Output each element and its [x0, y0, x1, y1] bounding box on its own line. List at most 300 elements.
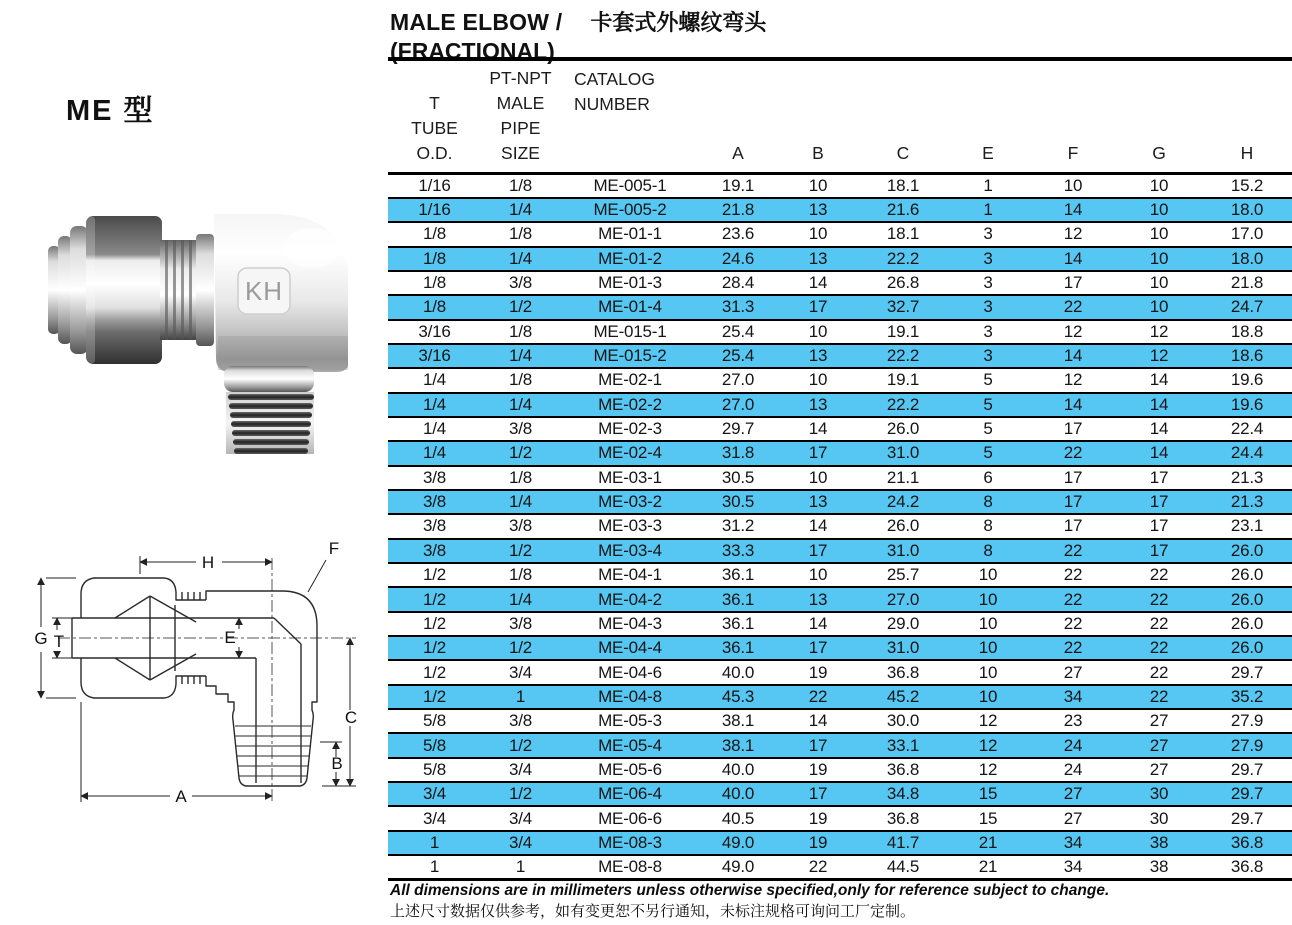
table-cell: 30.5 — [700, 490, 776, 514]
table-cell: 22.2 — [860, 344, 946, 368]
table-cell: 3/4 — [481, 831, 560, 855]
table-cell: 24 — [1030, 758, 1116, 782]
table-cell: 40.0 — [700, 660, 776, 684]
col-header-e — [946, 59, 1030, 174]
table-cell: 24 — [1030, 733, 1116, 757]
table-cell: 17 — [1116, 514, 1202, 538]
table-cell: 17 — [1116, 539, 1202, 563]
table-cell: 10 — [1030, 174, 1116, 198]
table-cell: 1/4 — [388, 393, 481, 417]
table-cell: 1/2 — [481, 295, 560, 319]
table-cell: 36.8 — [860, 660, 946, 684]
table-cell: 15 — [946, 806, 1030, 830]
table-cell: 1/4 — [388, 417, 481, 441]
table-cell: 1/8 — [388, 271, 481, 295]
table-row — [388, 368, 1292, 392]
table-cell: 36.1 — [700, 563, 776, 587]
table-cell: 12 — [1030, 222, 1116, 246]
table-cell: 1/4 — [481, 587, 560, 611]
table-cell: 18.1 — [860, 222, 946, 246]
table-cell: 10 — [1116, 247, 1202, 271]
table-row — [388, 320, 1292, 344]
table-cell: 3/8 — [388, 539, 481, 563]
center-lines — [58, 558, 356, 802]
table-cell: 40.0 — [700, 782, 776, 806]
table-cell: 5/8 — [388, 758, 481, 782]
model-label: ME 型 — [66, 95, 155, 127]
table-cell: 38 — [1116, 855, 1202, 879]
table-cell: 21 — [946, 831, 1030, 855]
table-cell: 10 — [1116, 271, 1202, 295]
table-cell: 29.0 — [860, 612, 946, 636]
table-cell: 30 — [1116, 806, 1202, 830]
col-header-h — [1202, 59, 1292, 174]
table-cell: 38 — [1116, 831, 1202, 855]
table-cell: ME-08-3 — [560, 831, 700, 855]
table-cell: 3 — [946, 295, 1030, 319]
header-line: A — [732, 143, 744, 163]
table-cell: 17.0 — [1202, 222, 1292, 246]
table-cell: 17 — [1030, 490, 1116, 514]
part-outline — [72, 578, 317, 786]
table-cell: 3/8 — [388, 490, 481, 514]
table-cell: 19 — [776, 806, 860, 830]
table-row — [388, 855, 1292, 879]
table-cell: ME-02-2 — [560, 393, 700, 417]
table-cell: 29.7 — [1202, 758, 1292, 782]
table-cell: 12 — [1116, 344, 1202, 368]
table-cell: 19 — [776, 831, 860, 855]
col-header-pipe-size — [481, 59, 560, 174]
table-cell: 33.1 — [860, 733, 946, 757]
header-line: C — [896, 143, 910, 163]
table-cell: 24.7 — [1202, 295, 1292, 319]
table-cell: 1/16 — [388, 198, 481, 222]
table-cell: 1/8 — [388, 247, 481, 271]
table-cell: 3/16 — [388, 344, 481, 368]
table-cell: 36.8 — [860, 806, 946, 830]
table-cell: 49.0 — [700, 831, 776, 855]
table-cell: 22 — [776, 855, 860, 879]
page-title-sub: (FRACTIONAL) — [390, 38, 555, 64]
table-cell: 21.6 — [860, 198, 946, 222]
table-row — [388, 271, 1292, 295]
table-cell: 22 — [1116, 563, 1202, 587]
table-cell: 45.2 — [860, 685, 946, 709]
table-cell: 31.0 — [860, 636, 946, 660]
col-header-g — [1116, 59, 1202, 174]
table-cell: 1/2 — [388, 636, 481, 660]
table-cell: 23.6 — [700, 222, 776, 246]
table-cell: 25.4 — [700, 320, 776, 344]
table-cell: 3/16 — [388, 320, 481, 344]
table-cell: 13 — [776, 344, 860, 368]
dim-label-f: F — [328, 539, 340, 558]
col-header-catalog-number — [560, 59, 700, 174]
table-cell: 10 — [946, 685, 1030, 709]
table-cell: 22 — [1030, 539, 1116, 563]
table-cell: 30 — [1116, 782, 1202, 806]
table-cell: 30.0 — [860, 709, 946, 733]
table-row — [388, 831, 1292, 855]
table-row — [388, 198, 1292, 222]
table-cell: 18.0 — [1202, 198, 1292, 222]
table-row — [388, 758, 1292, 782]
table-cell: 38.1 — [700, 733, 776, 757]
table-cell: 26.8 — [860, 271, 946, 295]
table-cell: 1/8 — [481, 320, 560, 344]
table-row — [388, 514, 1292, 538]
table-cell: 25.4 — [700, 344, 776, 368]
table-cell: 8 — [946, 539, 1030, 563]
table-cell: 15 — [946, 782, 1030, 806]
table-cell: 3 — [946, 320, 1030, 344]
table-cell: 34 — [1030, 855, 1116, 879]
table-cell: ME-06-6 — [560, 806, 700, 830]
table-cell: 3 — [946, 271, 1030, 295]
table-cell: 29.7 — [700, 417, 776, 441]
table-cell: ME-04-2 — [560, 587, 700, 611]
table-cell: 1/2 — [388, 660, 481, 684]
table-row — [388, 806, 1292, 830]
table-cell: ME-05-6 — [560, 758, 700, 782]
table-cell: 1/2 — [388, 685, 481, 709]
table-cell: 36.1 — [700, 612, 776, 636]
header-line: TUBE — [411, 118, 458, 138]
table-row — [388, 660, 1292, 684]
table-cell: 13 — [776, 247, 860, 271]
table-cell: 1/8 — [388, 222, 481, 246]
table-cell: 14 — [1116, 441, 1202, 465]
table-cell: 10 — [946, 587, 1030, 611]
table-cell: 21.3 — [1202, 490, 1292, 514]
table-cell: 3/8 — [481, 514, 560, 538]
table-cell: 1/2 — [481, 782, 560, 806]
table-cell: 26.0 — [1202, 636, 1292, 660]
table-cell: 1/8 — [481, 563, 560, 587]
table-row — [388, 636, 1292, 660]
table-cell: 17 — [776, 441, 860, 465]
table-cell: ME-06-4 — [560, 782, 700, 806]
table-cell: 27 — [1030, 806, 1116, 830]
table-cell: 34.8 — [860, 782, 946, 806]
table-cell: 21.1 — [860, 466, 946, 490]
table-cell: 5 — [946, 393, 1030, 417]
table-cell: 17 — [1030, 271, 1116, 295]
table-cell: 1/4 — [388, 441, 481, 465]
table-cell: 1/4 — [481, 393, 560, 417]
table-cell: 34 — [1030, 831, 1116, 855]
table-cell: ME-015-1 — [560, 320, 700, 344]
table-cell: 22 — [1116, 612, 1202, 636]
header-line: CATALOG — [574, 69, 656, 89]
table-cell: 1 — [481, 855, 560, 879]
table-cell: 1/2 — [481, 636, 560, 660]
table-cell: 10 — [776, 222, 860, 246]
table-cell: 3 — [946, 247, 1030, 271]
table-cell: 14 — [1116, 417, 1202, 441]
table-row — [388, 782, 1292, 806]
table-cell: 3/8 — [481, 271, 560, 295]
table-cell: 14 — [1116, 393, 1202, 417]
spec-table-header — [388, 59, 1292, 174]
table-cell: 34 — [1030, 685, 1116, 709]
table-cell: 3/4 — [388, 782, 481, 806]
table-cell: 10 — [776, 320, 860, 344]
table-cell: 31.8 — [700, 441, 776, 465]
table-cell: 13 — [776, 198, 860, 222]
brand-mark: KH — [244, 276, 284, 306]
table-cell: 36.1 — [700, 587, 776, 611]
table-cell: ME-01-1 — [560, 222, 700, 246]
table-row — [388, 612, 1292, 636]
table-cell: 8 — [946, 490, 1030, 514]
dim-label-a: A — [175, 787, 187, 806]
table-cell: 10 — [776, 563, 860, 587]
table-cell: 27.9 — [1202, 709, 1292, 733]
table-cell: 23 — [1030, 709, 1116, 733]
table-cell: 22 — [1030, 295, 1116, 319]
table-cell: 1/8 — [481, 466, 560, 490]
spec-table — [388, 57, 1292, 881]
table-row — [388, 539, 1292, 563]
table-cell: 22 — [1030, 587, 1116, 611]
table-cell: 28.4 — [700, 271, 776, 295]
product-photo — [18, 210, 348, 460]
header-line: O.D. — [416, 143, 453, 163]
table-cell: 10 — [1116, 174, 1202, 198]
table-cell: 30.5 — [700, 466, 776, 490]
dim-label-h: H — [201, 553, 215, 572]
spec-table-body — [388, 174, 1292, 880]
table-cell: 22 — [776, 685, 860, 709]
table-cell: 13 — [776, 587, 860, 611]
table-cell: 14 — [776, 709, 860, 733]
ferrule-rings — [160, 234, 214, 346]
table-cell: 13 — [776, 490, 860, 514]
table-cell: 10 — [946, 563, 1030, 587]
table-cell: 22.4 — [1202, 417, 1292, 441]
table-cell: 19.1 — [700, 174, 776, 198]
footer-notes — [390, 880, 1290, 923]
table-cell: 5 — [946, 368, 1030, 392]
table-cell: 36.1 — [700, 636, 776, 660]
table-cell: ME-01-2 — [560, 247, 700, 271]
table-cell: 10 — [946, 612, 1030, 636]
table-cell: 1/2 — [388, 563, 481, 587]
table-cell: 22 — [1030, 563, 1116, 587]
table-cell: 19.6 — [1202, 393, 1292, 417]
table-cell: 22 — [1030, 441, 1116, 465]
table-row — [388, 587, 1292, 611]
table-cell: 1 — [388, 831, 481, 855]
table-cell: 45.3 — [700, 685, 776, 709]
table-cell: 31.3 — [700, 295, 776, 319]
table-cell: 1/4 — [481, 490, 560, 514]
table-cell: 1/8 — [481, 222, 560, 246]
table-cell: 21.8 — [700, 198, 776, 222]
table-cell: 10 — [1116, 295, 1202, 319]
table-cell: 19.1 — [860, 368, 946, 392]
table-cell: 36.8 — [1202, 831, 1292, 855]
table-row — [388, 222, 1292, 246]
col-header-tube-od — [388, 59, 481, 174]
table-cell: 24.4 — [1202, 441, 1292, 465]
table-cell: 10 — [776, 368, 860, 392]
table-cell: 18.1 — [860, 174, 946, 198]
table-cell: 5 — [946, 441, 1030, 465]
male-thread — [224, 366, 314, 454]
hex-nut — [86, 216, 162, 364]
table-cell: ME-03-4 — [560, 539, 700, 563]
table-cell: 23.1 — [1202, 514, 1292, 538]
table-cell: 1/8 — [481, 174, 560, 198]
table-row — [388, 174, 1292, 198]
table-cell: 40.0 — [700, 758, 776, 782]
table-cell: 29.7 — [1202, 660, 1292, 684]
table-row — [388, 490, 1292, 514]
header-line: NUMBER — [574, 94, 650, 114]
table-cell: ME-01-3 — [560, 271, 700, 295]
table-cell: 1/2 — [481, 441, 560, 465]
header-line: MALE — [496, 93, 545, 113]
table-cell: 1 — [946, 198, 1030, 222]
table-cell: ME-04-6 — [560, 660, 700, 684]
table-cell: 26.0 — [1202, 612, 1292, 636]
table-cell: 14 — [1030, 344, 1116, 368]
page-title-zh: 卡套式外螺纹弯头 — [590, 10, 767, 35]
table-cell: ME-005-2 — [560, 198, 700, 222]
table-cell: 10 — [776, 466, 860, 490]
table-cell: 14 — [1030, 198, 1116, 222]
table-cell: 18.8 — [1202, 320, 1292, 344]
table-cell: 36.8 — [860, 758, 946, 782]
header-line: PT-NPT — [489, 68, 552, 88]
table-cell: 22.2 — [860, 393, 946, 417]
table-cell: 14 — [776, 417, 860, 441]
table-cell: 17 — [1030, 466, 1116, 490]
table-cell: ME-04-3 — [560, 612, 700, 636]
table-cell: 33.3 — [700, 539, 776, 563]
table-cell: 12 — [946, 733, 1030, 757]
table-cell: 17 — [1030, 514, 1116, 538]
table-cell: ME-05-4 — [560, 733, 700, 757]
col-header-a — [700, 59, 776, 174]
table-cell: 18.6 — [1202, 344, 1292, 368]
table-cell: 10 — [1116, 198, 1202, 222]
table-cell: 3/8 — [481, 417, 560, 441]
header-line: F — [1067, 143, 1079, 163]
table-cell: 44.5 — [860, 855, 946, 879]
table-cell: 1/8 — [481, 368, 560, 392]
header-line: H — [1240, 143, 1254, 163]
table-cell: ME-03-1 — [560, 466, 700, 490]
table-row — [388, 247, 1292, 271]
table-cell: 3 — [946, 344, 1030, 368]
table-cell: 29.7 — [1202, 806, 1292, 830]
col-header-b — [776, 59, 860, 174]
table-row — [388, 466, 1292, 490]
table-row — [388, 563, 1292, 587]
table-cell: 24.2 — [860, 490, 946, 514]
table-cell: 21.3 — [1202, 466, 1292, 490]
table-cell: 1/4 — [388, 368, 481, 392]
brand-plate — [238, 268, 290, 314]
table-cell: 41.7 — [860, 831, 946, 855]
table-cell: 5/8 — [388, 709, 481, 733]
header-line: SIZE — [501, 143, 540, 163]
table-cell: ME-02-3 — [560, 417, 700, 441]
table-cell: 31.0 — [860, 539, 946, 563]
table-cell: 21 — [946, 855, 1030, 879]
table-cell: 27 — [1030, 782, 1116, 806]
table-cell: 15.2 — [1202, 174, 1292, 198]
table-cell: 26.0 — [1202, 587, 1292, 611]
table-cell: 14 — [776, 612, 860, 636]
table-cell: 22 — [1030, 636, 1116, 660]
table-cell: 27 — [1030, 660, 1116, 684]
table-cell: 1/2 — [481, 733, 560, 757]
table-cell: 12 — [946, 709, 1030, 733]
table-cell: 17 — [776, 636, 860, 660]
table-cell: 27.0 — [700, 393, 776, 417]
table-cell: 3 — [946, 222, 1030, 246]
table-cell: 3/8 — [388, 466, 481, 490]
table-cell: 26.0 — [860, 417, 946, 441]
table-cell: 10 — [946, 660, 1030, 684]
dimension-diagram — [10, 530, 370, 850]
table-row — [388, 295, 1292, 319]
table-cell: 10 — [776, 174, 860, 198]
table-cell: 1/4 — [481, 198, 560, 222]
table-cell: 1/4 — [481, 247, 560, 271]
table-cell: 32.7 — [860, 295, 946, 319]
table-cell: 10 — [946, 636, 1030, 660]
table-cell: 1 — [946, 174, 1030, 198]
page-title-en: MALE ELBOW / — [390, 9, 563, 35]
table-cell: 13 — [776, 393, 860, 417]
header-line: G — [1152, 143, 1166, 163]
table-cell: ME-005-1 — [560, 174, 700, 198]
table-cell: 12 — [946, 758, 1030, 782]
table-cell: 17 — [1116, 490, 1202, 514]
dim-label-t: T — [53, 632, 65, 651]
table-cell: ME-03-2 — [560, 490, 700, 514]
table-cell: 12 — [1030, 368, 1116, 392]
table-row — [388, 709, 1292, 733]
table-cell: 27 — [1116, 733, 1202, 757]
table-cell: 17 — [1116, 466, 1202, 490]
table-row — [388, 417, 1292, 441]
table-cell: ME-08-8 — [560, 855, 700, 879]
table-cell: 3/8 — [388, 514, 481, 538]
table-cell: 3/8 — [481, 709, 560, 733]
table-cell: 14 — [1030, 393, 1116, 417]
table-cell: 1 — [388, 855, 481, 879]
table-cell: 31.2 — [700, 514, 776, 538]
table-cell: 1/8 — [388, 295, 481, 319]
table-cell: 1/2 — [388, 587, 481, 611]
table-cell: 27 — [1116, 758, 1202, 782]
table-cell: 27 — [1116, 709, 1202, 733]
table-cell: 17 — [776, 782, 860, 806]
table-cell: 3/4 — [388, 806, 481, 830]
table-cell: ME-04-1 — [560, 563, 700, 587]
table-cell: 3/8 — [481, 612, 560, 636]
table-row — [388, 441, 1292, 465]
table-cell: 22 — [1116, 685, 1202, 709]
table-cell: 12 — [1116, 320, 1202, 344]
